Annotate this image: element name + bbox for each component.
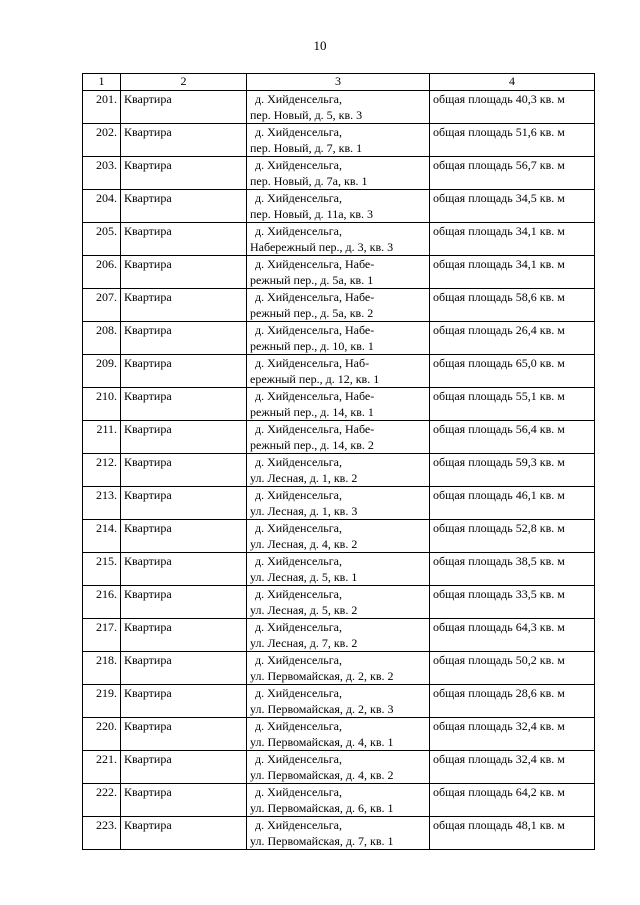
address-line-2: режный пер., д. 14, кв. 2 xyxy=(250,438,374,452)
address-line-1: д. Хийденсельга, xyxy=(255,620,342,634)
object-type: Квартира xyxy=(121,124,247,157)
row-number: 220. xyxy=(83,718,121,751)
table-row xyxy=(83,685,595,718)
row-number: 206. xyxy=(83,256,121,289)
row-number: 221. xyxy=(83,751,121,784)
row-number: 204. xyxy=(83,190,121,223)
row-number: 211. xyxy=(83,421,121,454)
table-row xyxy=(83,454,595,487)
object-area: общая площадь 50,2 кв. м xyxy=(430,652,595,685)
table-row xyxy=(83,586,595,619)
address-line-1: д. Хийденсельга, xyxy=(255,686,342,700)
address-line-2: ул. Лесная, д. 1, кв. 2 xyxy=(250,471,358,485)
table-row xyxy=(83,190,595,223)
address-line-2: ережный пер., д. 12, кв. 1 xyxy=(250,372,380,386)
table-row xyxy=(83,817,595,850)
column-header-2: 2 xyxy=(121,74,247,91)
address-line-1: д. Хийденсельга, xyxy=(255,785,342,799)
table-row xyxy=(83,520,595,553)
object-address xyxy=(247,454,430,487)
object-address xyxy=(247,685,430,718)
object-type: Квартира xyxy=(121,91,247,124)
object-address xyxy=(247,256,430,289)
column-header-4: 4 xyxy=(430,74,595,91)
object-address xyxy=(247,124,430,157)
object-type: Квартира xyxy=(121,652,247,685)
object-address xyxy=(247,322,430,355)
table-row xyxy=(83,124,595,157)
address-line-1: д. Хийденсельга, Набе- xyxy=(255,257,375,271)
object-address xyxy=(247,355,430,388)
address-line-2: пер. Новый, д. 7а, кв. 1 xyxy=(250,174,368,188)
address-line-2: ул. Первомайская, д. 2, кв. 3 xyxy=(250,702,394,716)
table-row xyxy=(83,718,595,751)
table-row xyxy=(83,322,595,355)
object-address xyxy=(247,520,430,553)
object-type: Квартира xyxy=(121,454,247,487)
address-line-2: ул. Лесная, д. 5, кв. 2 xyxy=(250,603,358,617)
object-area: общая площадь 55,1 кв. м xyxy=(430,388,595,421)
object-area: общая площадь 64,2 кв. м xyxy=(430,784,595,817)
object-type: Квартира xyxy=(121,487,247,520)
object-address xyxy=(247,289,430,322)
object-type: Квартира xyxy=(121,421,247,454)
object-type: Квартира xyxy=(121,256,247,289)
object-type: Квартира xyxy=(121,817,247,850)
row-number: 208. xyxy=(83,322,121,355)
object-area: общая площадь 64,3 кв. м xyxy=(430,619,595,652)
table-row xyxy=(83,652,595,685)
table-row xyxy=(83,619,595,652)
address-line-1: д. Хийденсельга, xyxy=(255,92,342,106)
row-number: 223. xyxy=(83,817,121,850)
table-row xyxy=(83,553,595,586)
object-address xyxy=(247,652,430,685)
object-area: общая площадь 40,3 кв. м xyxy=(430,91,595,124)
address-line-1: д. Хийденсельга, xyxy=(255,224,342,238)
table-row xyxy=(83,751,595,784)
address-line-1: д. Хийденсельга, Наб- xyxy=(255,356,370,370)
table-row xyxy=(83,388,595,421)
row-number: 217. xyxy=(83,619,121,652)
object-type: Квартира xyxy=(121,685,247,718)
address-line-2: ул. Первомайская, д. 7, кв. 1 xyxy=(250,834,394,848)
object-address xyxy=(247,553,430,586)
object-address xyxy=(247,190,430,223)
address-line-2: ул. Первомайская, д. 6, кв. 1 xyxy=(250,801,394,815)
table-row xyxy=(83,421,595,454)
object-type: Квартира xyxy=(121,388,247,421)
object-address xyxy=(247,817,430,850)
table-row xyxy=(83,289,595,322)
row-number: 219. xyxy=(83,685,121,718)
object-address xyxy=(247,157,430,190)
object-type: Квартира xyxy=(121,157,247,190)
row-number: 203. xyxy=(83,157,121,190)
row-number: 213. xyxy=(83,487,121,520)
object-area: общая площадь 56,4 кв. м xyxy=(430,421,595,454)
object-address xyxy=(247,619,430,652)
address-line-2: ул. Лесная, д. 7, кв. 2 xyxy=(250,636,358,650)
address-line-1: д. Хийденсельга, xyxy=(255,554,342,568)
address-line-1: д. Хийденсельга, Набе- xyxy=(255,389,375,403)
object-type: Квартира xyxy=(121,223,247,256)
object-type: Квартира xyxy=(121,520,247,553)
object-address xyxy=(247,388,430,421)
address-line-1: д. Хийденсельга, xyxy=(255,719,342,733)
object-area: общая площадь 28,6 кв. м xyxy=(430,685,595,718)
object-area: общая площадь 48,1 кв. м xyxy=(430,817,595,850)
object-area: общая площадь 34,1 кв. м xyxy=(430,256,595,289)
address-line-2: ул. Лесная, д. 4, кв. 2 xyxy=(250,537,358,551)
address-line-2: пер. Новый, д. 7, кв. 1 xyxy=(250,141,363,155)
object-area: общая площадь 46,1 кв. м xyxy=(430,487,595,520)
object-address xyxy=(247,784,430,817)
address-line-2: ул. Лесная, д. 1, кв. 3 xyxy=(250,504,358,518)
address-line-2: ул. Лесная, д. 5, кв. 1 xyxy=(250,570,358,584)
address-line-1: д. Хийденсельга, xyxy=(255,455,342,469)
object-type: Квартира xyxy=(121,751,247,784)
row-number: 218. xyxy=(83,652,121,685)
table-row xyxy=(83,355,595,388)
object-area: общая площадь 58,6 кв. м xyxy=(430,289,595,322)
row-number: 215. xyxy=(83,553,121,586)
address-line-1: д. Хийденсельга, Набе- xyxy=(255,290,375,304)
column-header-1: 1 xyxy=(83,74,121,91)
object-address xyxy=(247,421,430,454)
object-area: общая площадь 34,5 кв. м xyxy=(430,190,595,223)
address-line-1: д. Хийденсельга, xyxy=(255,521,342,535)
object-area: общая площадь 51,6 кв. м xyxy=(430,124,595,157)
address-line-2: Набережный пер., д. 3, кв. 3 xyxy=(250,240,394,254)
row-number: 205. xyxy=(83,223,121,256)
object-area: общая площадь 34,1 кв. м xyxy=(430,223,595,256)
address-line-2: режный пер., д. 5а, кв. 1 xyxy=(250,273,374,287)
row-number: 214. xyxy=(83,520,121,553)
object-address xyxy=(247,718,430,751)
address-line-1: д. Хийденсельга, xyxy=(255,158,342,172)
address-line-1: д. Хийденсельга, xyxy=(255,818,342,832)
object-type: Квартира xyxy=(121,619,247,652)
table-header-row xyxy=(83,74,595,91)
table-row xyxy=(83,223,595,256)
row-number: 207. xyxy=(83,289,121,322)
row-number: 201. xyxy=(83,91,121,124)
address-line-1: д. Хийденсельга, xyxy=(255,125,342,139)
table-row xyxy=(83,487,595,520)
table-row xyxy=(83,91,595,124)
row-number: 210. xyxy=(83,388,121,421)
row-number: 216. xyxy=(83,586,121,619)
address-line-1: д. Хийденсельга, xyxy=(255,191,342,205)
address-line-2: ул. Первомайская, д. 2, кв. 2 xyxy=(250,669,394,683)
object-type: Квартира xyxy=(121,322,247,355)
address-line-1: д. Хийденсельга, xyxy=(255,488,342,502)
row-number: 202. xyxy=(83,124,121,157)
address-line-1: д. Хийденсельга, xyxy=(255,653,342,667)
address-line-1: д. Хийденсельга, Набе- xyxy=(255,422,375,436)
address-line-1: д. Хийденсельга, xyxy=(255,752,342,766)
object-type: Квартира xyxy=(121,586,247,619)
address-line-2: режный пер., д. 14, кв. 1 xyxy=(250,405,374,419)
address-line-2: пер. Новый, д. 11а, кв. 3 xyxy=(250,207,374,221)
address-line-1: д. Хийденсельга, xyxy=(255,587,342,601)
address-line-2: ул. Первомайская, д. 4, кв. 2 xyxy=(250,768,394,782)
object-area: общая площадь 32,4 кв. м xyxy=(430,751,595,784)
object-type: Квартира xyxy=(121,718,247,751)
column-header-3: 3 xyxy=(247,74,430,91)
table-row xyxy=(83,256,595,289)
row-number: 209. xyxy=(83,355,121,388)
object-area: общая площадь 26,4 кв. м xyxy=(430,322,595,355)
property-table xyxy=(82,73,595,850)
object-area: общая площадь 59,3 кв. м xyxy=(430,454,595,487)
object-area: общая площадь 38,5 кв. м xyxy=(430,553,595,586)
object-type: Квартира xyxy=(121,190,247,223)
address-line-2: пер. Новый, д. 5, кв. 3 xyxy=(250,108,363,122)
object-type: Квартира xyxy=(121,355,247,388)
row-number: 222. xyxy=(83,784,121,817)
object-area: общая площадь 65,0 кв. м xyxy=(430,355,595,388)
object-area: общая площадь 32,4 кв. м xyxy=(430,718,595,751)
row-number: 212. xyxy=(83,454,121,487)
object-area: общая площадь 56,7 кв. м xyxy=(430,157,595,190)
object-address xyxy=(247,586,430,619)
object-type: Квартира xyxy=(121,784,247,817)
page-number: 10 xyxy=(313,38,327,53)
object-address xyxy=(247,487,430,520)
object-address xyxy=(247,91,430,124)
object-address xyxy=(247,751,430,784)
object-address xyxy=(247,223,430,256)
address-line-2: ул. Первомайская, д. 4, кв. 1 xyxy=(250,735,394,749)
object-type: Квартира xyxy=(121,289,247,322)
address-line-1: д. Хийденсельга, Набе- xyxy=(255,323,375,337)
address-line-2: режный пер., д. 5а, кв. 2 xyxy=(250,306,374,320)
object-type: Квартира xyxy=(121,553,247,586)
table-row xyxy=(83,157,595,190)
address-line-2: режный пер., д. 10, кв. 1 xyxy=(250,339,374,353)
object-area: общая площадь 52,8 кв. м xyxy=(430,520,595,553)
table-row xyxy=(83,784,595,817)
object-area: общая площадь 33,5 кв. м xyxy=(430,586,595,619)
